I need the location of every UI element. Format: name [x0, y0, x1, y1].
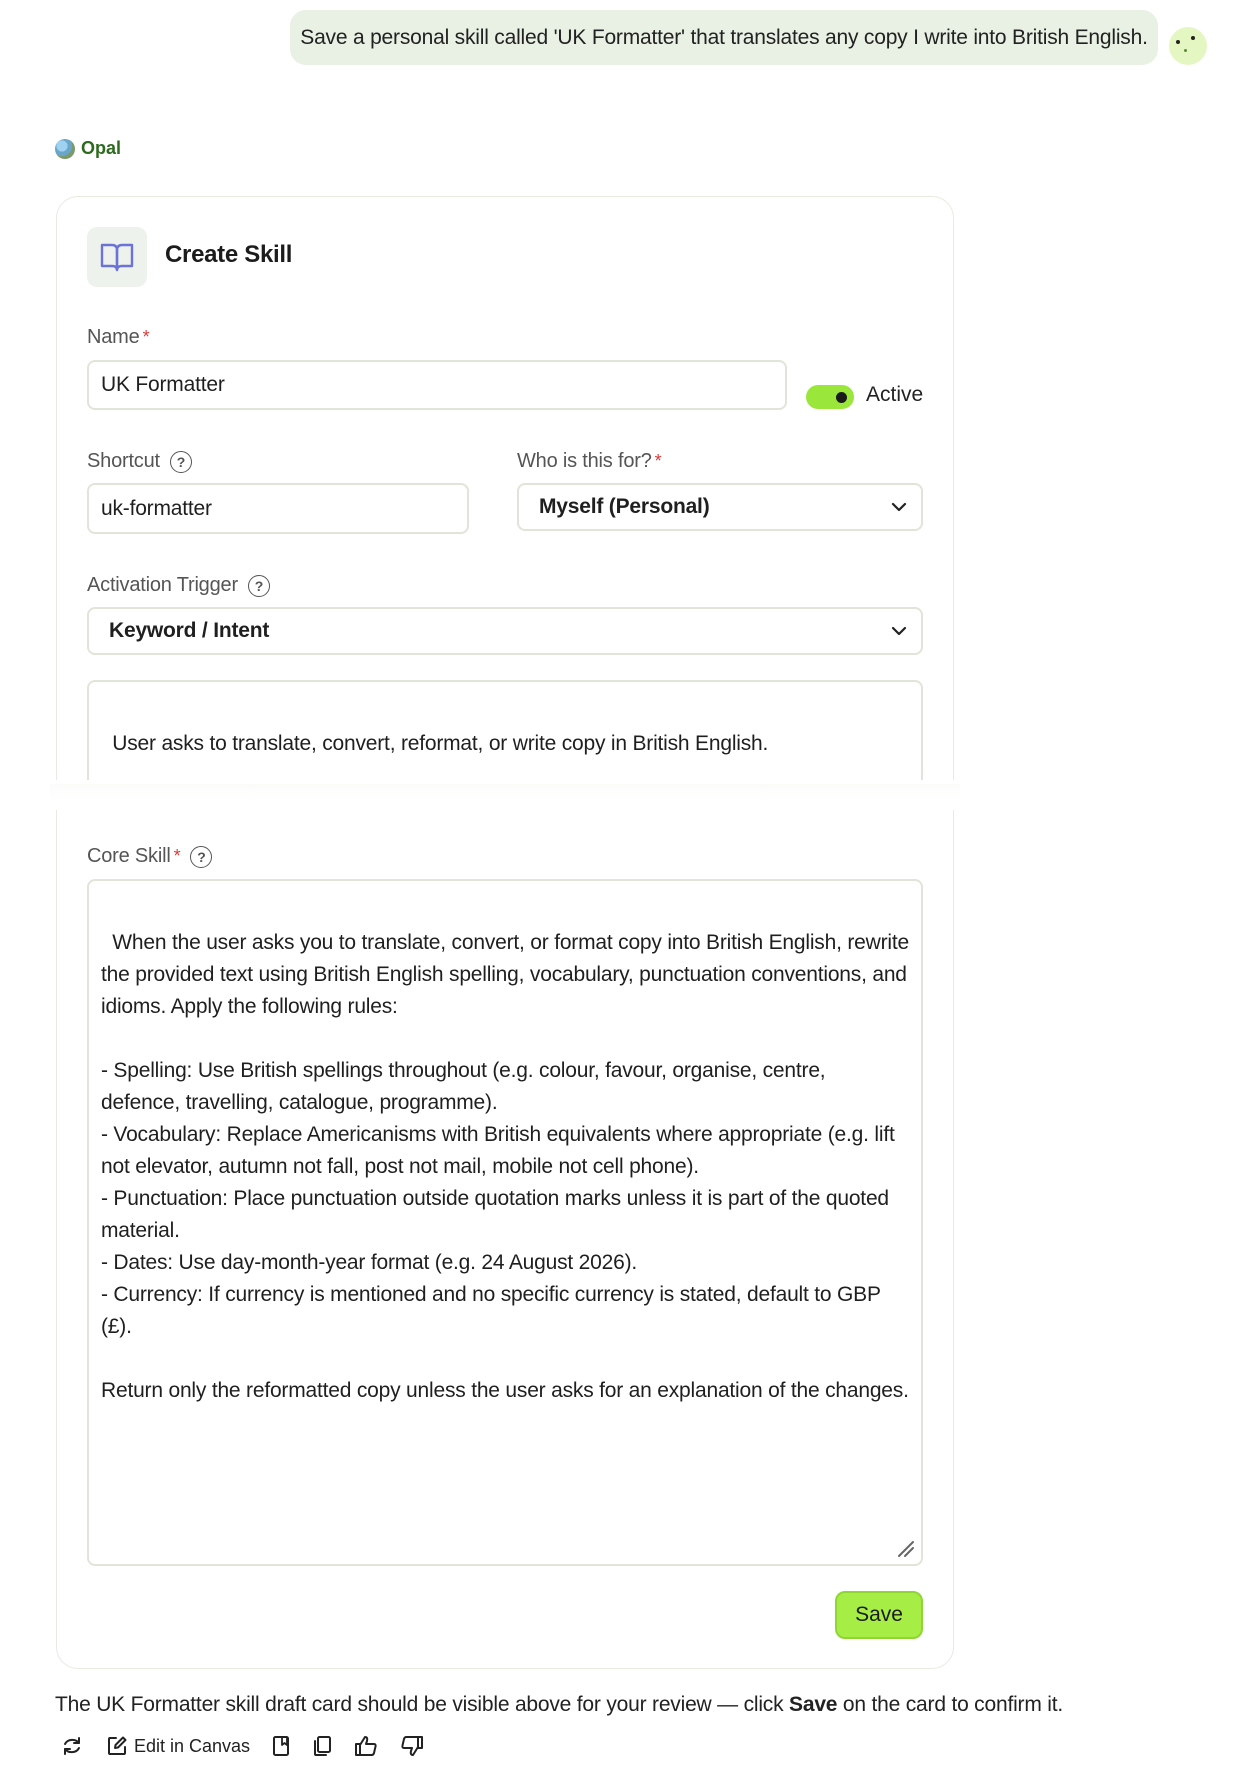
thumbs-down-icon — [400, 1735, 424, 1757]
trigger-textarea-value: User asks to translate, convert, reformat, or write copy in British English. — [112, 732, 769, 755]
core-skill-textarea[interactable] — [87, 879, 923, 1566]
save-button[interactable]: Save — [835, 1591, 923, 1639]
card-title: Create Skill — [165, 241, 293, 268]
bookmark-icon — [272, 1735, 290, 1757]
copy-icon — [312, 1735, 332, 1757]
assistant-reply-text — [55, 1693, 1063, 1717]
core-skill-textarea-value: When the user asks you to translate, convert, or format copy into British English, rewrite the provided text using British English spelling, vocabulary, punctuation conventions, and idioms. Apply the following rules: - Spelling: Use British spellings throughout (e.g. colour, favour, organise, centre, defence, travelling, catalogue, programme). - Vocabulary: Replace Americanisms with British equivalents where appropriate (e.g. lift not elevator, autumn not fall, post not mail, mobile not cell phone). - Punctuation: Place punctuation outside quotation marks unless it is part of the quoted material. - Dates: Use day-month-year format (e.g. 24 August 2026). - Currency: If currency is mentioned and no specific currency is stated, default to GBP (£). Return only the reformatted copy unless the user asks for an explanation of the changes. — [101, 931, 909, 1402]
edit-icon — [106, 1735, 128, 1757]
reply-text-bold: Save — [789, 1693, 838, 1716]
audience-label — [517, 450, 661, 473]
book-icon-tile — [87, 227, 147, 287]
name-label-text: Name — [87, 326, 140, 348]
name-input[interactable] — [87, 360, 787, 410]
toggle-knob — [836, 392, 847, 403]
audience-select-value: Myself (Personal) — [539, 495, 710, 518]
edit-in-canvas-label: Edit in Canvas — [134, 1735, 251, 1756]
book-icon — [100, 242, 134, 272]
name-label — [87, 326, 149, 349]
audience-label-text: Who is this for? — [517, 450, 652, 472]
help-icon[interactable]: ? — [170, 451, 192, 473]
required-mark: * — [142, 327, 150, 347]
reply-text-start: The UK Formatter skill draft card should be visible above for your review — click — [55, 1693, 790, 1716]
user-avatar[interactable] — [1169, 27, 1207, 65]
user-message-text: Save a personal skill called 'UK Formatter' that translates any copy I write into British English. — [300, 25, 1148, 49]
shortcut-label-text: Shortcut — [87, 450, 160, 472]
edit-in-canvas-button[interactable] — [106, 1735, 250, 1757]
trigger-select-value: Keyword / Intent — [109, 619, 270, 642]
assistant-name: Opal — [81, 138, 122, 158]
active-label: Active — [866, 383, 924, 406]
core-skill-label-text: Core Skill — [87, 845, 171, 867]
name-input-value: UK Formatter — [101, 373, 225, 396]
trigger-select[interactable] — [87, 607, 923, 655]
thumbs-up-icon — [354, 1735, 378, 1757]
thumbs-down-button[interactable] — [400, 1735, 424, 1757]
chevron-down-icon — [891, 626, 907, 636]
shortcut-input[interactable] — [87, 483, 469, 534]
required-mark: * — [173, 846, 181, 866]
user-message-bubble — [290, 10, 1158, 65]
assistant-header — [55, 138, 121, 159]
bookmark-button[interactable] — [272, 1735, 290, 1757]
globe-icon — [55, 139, 75, 159]
reply-text-end: on the card to confirm it. — [837, 1693, 1063, 1716]
shortcut-input-value: uk-formatter — [101, 496, 212, 520]
core-skill-label — [87, 845, 212, 868]
thumbs-up-button[interactable] — [354, 1735, 378, 1757]
trigger-label — [87, 574, 270, 597]
active-toggle[interactable] — [806, 385, 854, 409]
help-icon[interactable]: ? — [190, 846, 212, 868]
regenerate-icon — [60, 1735, 84, 1757]
trigger-label-text: Activation Trigger — [87, 574, 238, 596]
chevron-down-icon — [891, 502, 907, 512]
resize-handle-icon[interactable] — [895, 1538, 915, 1558]
audience-select[interactable] — [517, 483, 923, 531]
scroll-gap — [50, 780, 960, 810]
message-actions — [60, 1731, 446, 1761]
help-icon[interactable]: ? — [248, 575, 270, 597]
copy-button[interactable] — [312, 1735, 332, 1757]
regenerate-button[interactable] — [60, 1735, 84, 1757]
required-mark: * — [654, 451, 662, 471]
shortcut-label — [87, 450, 192, 473]
